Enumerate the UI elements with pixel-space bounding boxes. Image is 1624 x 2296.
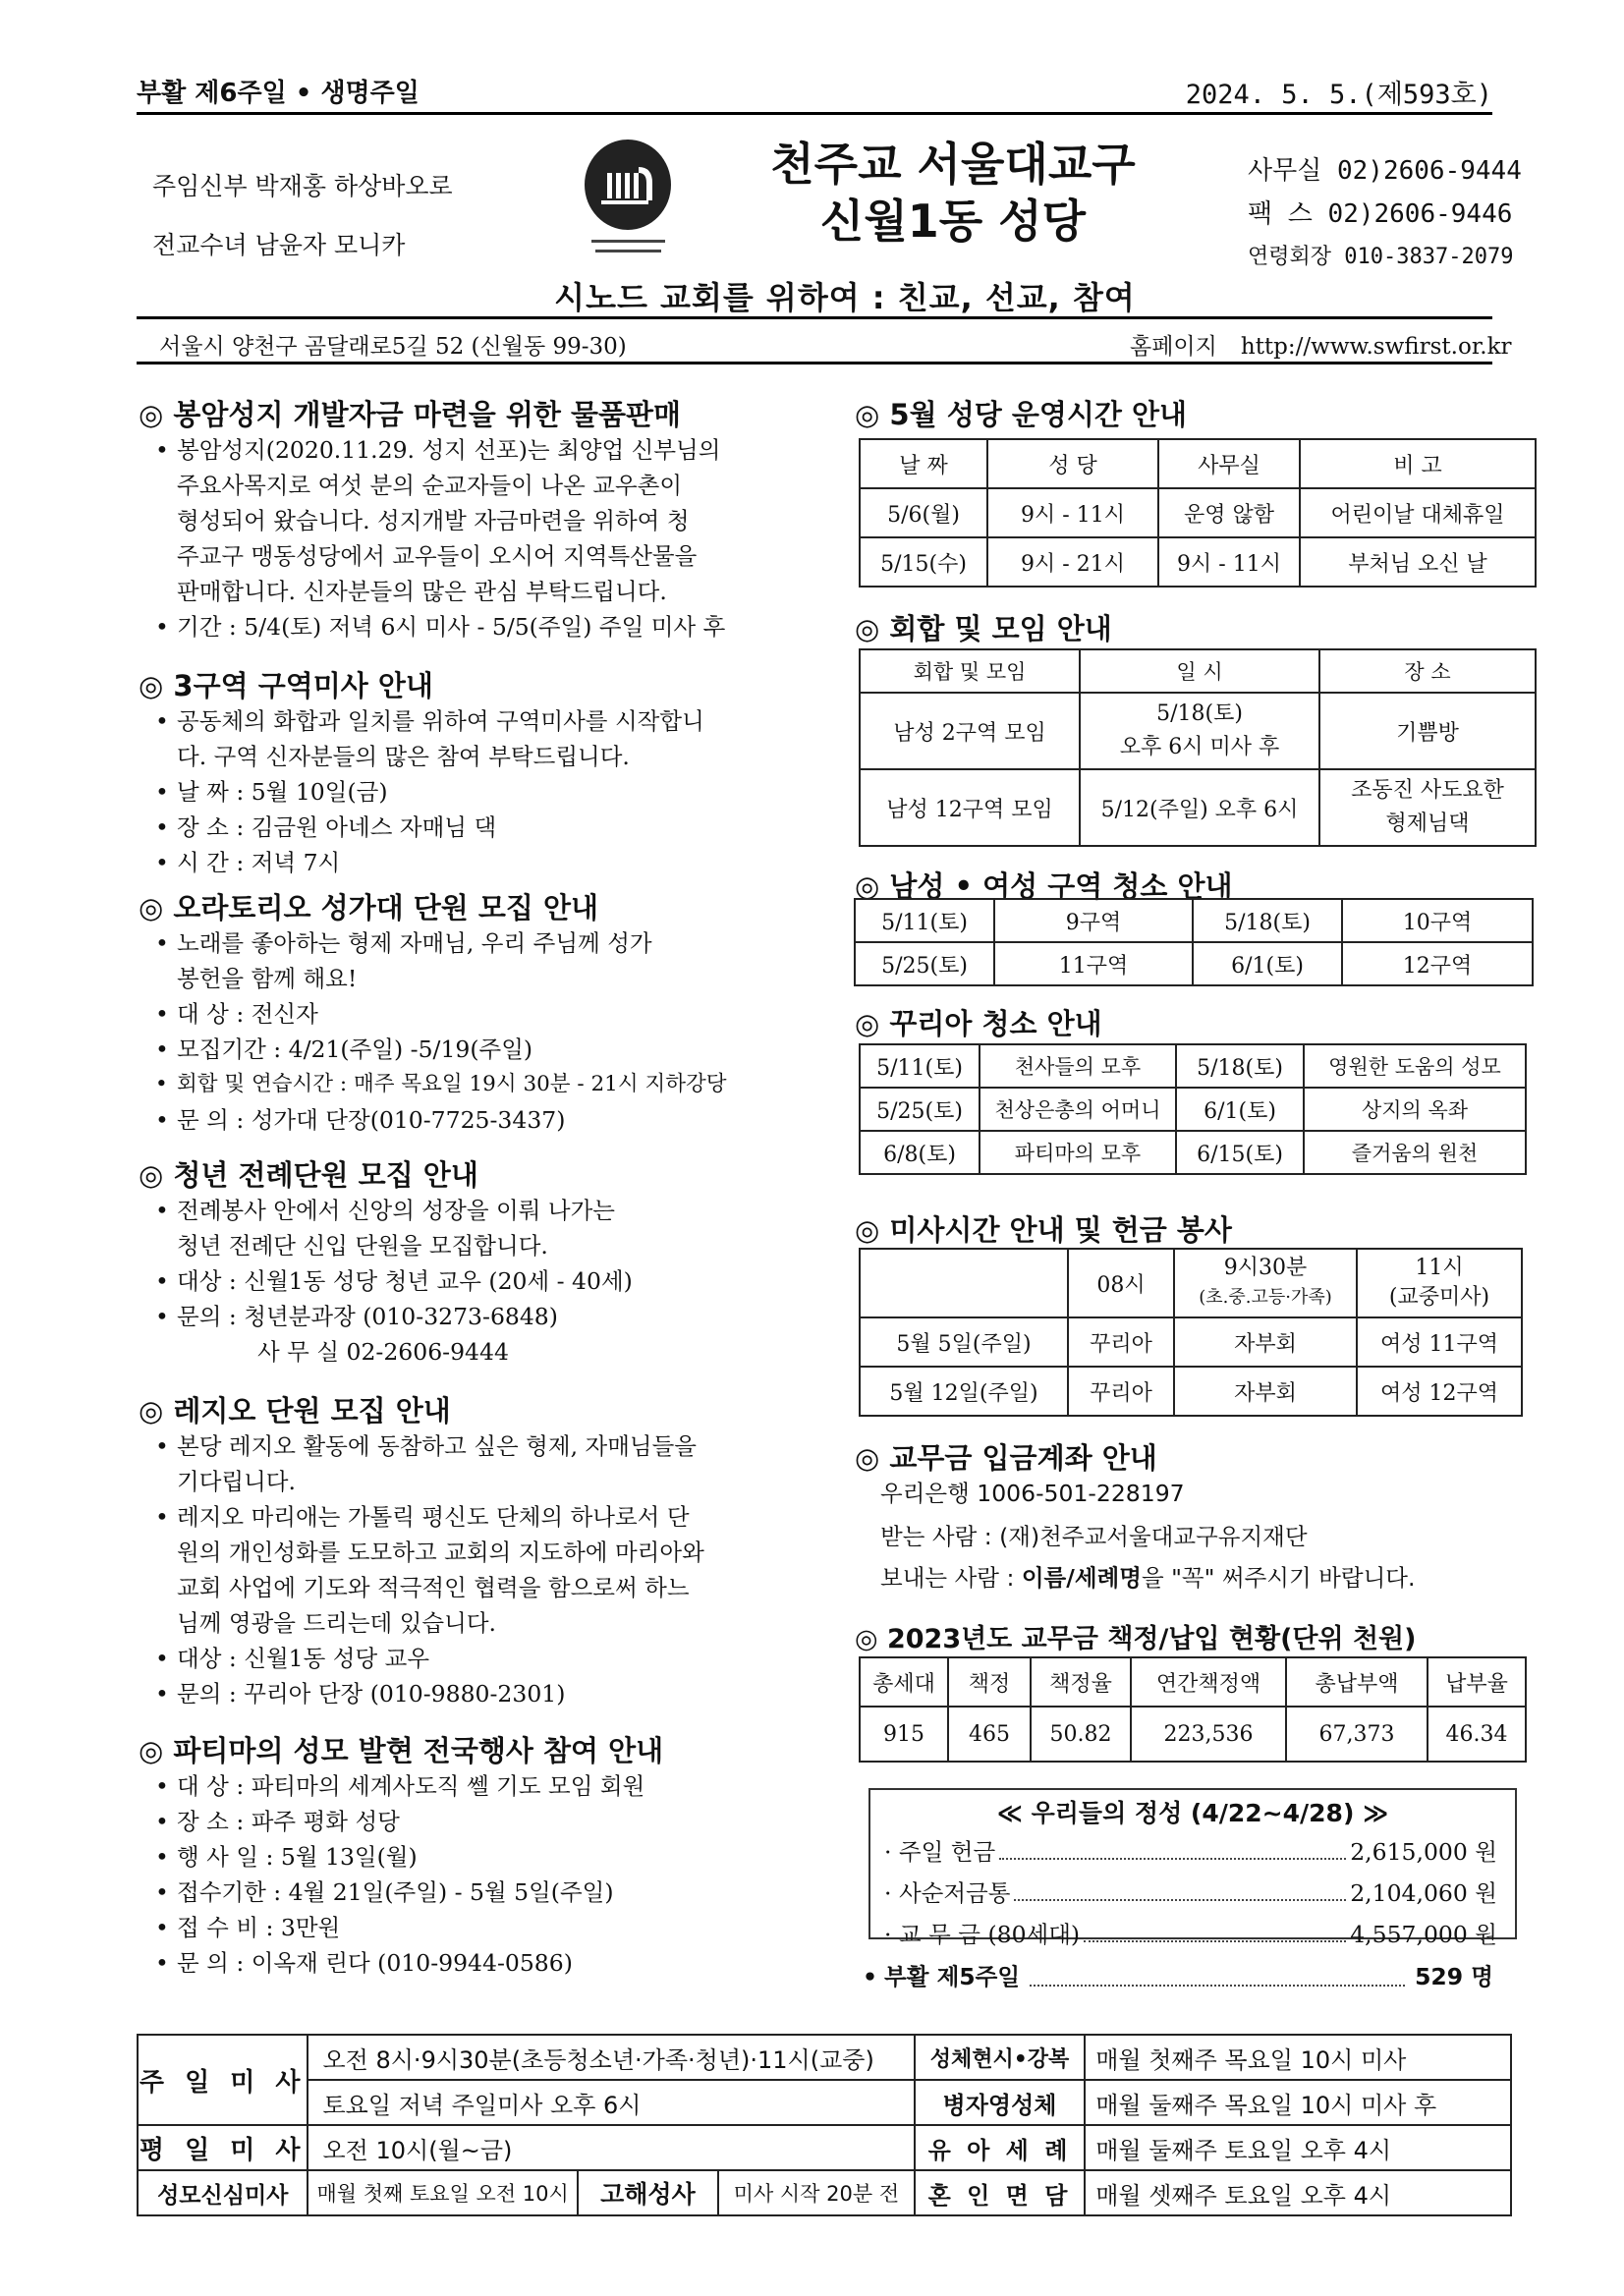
list-item: • 문 의 : 성가대 단장(010-7725-3437) — [177, 1102, 565, 1138]
leader-dots — [999, 1833, 1346, 1860]
table-cell: 여성 11구역 — [1357, 1317, 1522, 1367]
table-cell: 천사들의 모후 — [980, 1044, 1176, 1088]
table-cell: 꾸리아 — [1068, 1367, 1174, 1416]
table-row — [860, 1131, 1526, 1174]
confession-label: 고해성사 — [578, 2170, 718, 2215]
table-cell: 자부회 — [1174, 1367, 1357, 1416]
list-item: 님께 영광을 드리는데 있습니다. — [177, 1609, 496, 1637]
list-item: 형성되어 왔습니다. 성지개발 자금마련을 위하여 청 — [177, 507, 690, 534]
bank-account: 우리은행 1006-501-228197 — [880, 1480, 1185, 1507]
table-header: 성 당 — [987, 439, 1158, 488]
table-cell: 5/18(토) — [1193, 899, 1342, 942]
table-cell: 5/25(토) — [855, 942, 994, 985]
marian-mass-label: 성모신심미사 — [138, 2170, 308, 2215]
offering-label: · 교 무 금 (80세대) — [884, 1921, 1081, 1948]
list-item: 교회 사업에 기도와 적극적인 협력을 함으로써 하느 — [177, 1574, 690, 1601]
section-title-choir: ◎ 오라토리오 성가대 단원 모집 안내 — [139, 891, 598, 924]
list-item: • 전례봉사 안에서 신앙의 성장을 이뤄 나가는 — [177, 1193, 615, 1228]
table-header-row — [860, 1657, 1526, 1707]
weekday-mass-time: 오전 10시(월~금) — [308, 2125, 914, 2170]
table-cell: 5/18(토) — [1176, 1044, 1304, 1088]
table-cell: 파티마의 모후 — [980, 1131, 1176, 1174]
cleaning-table — [854, 898, 1534, 986]
table-row — [860, 1367, 1522, 1416]
meeting-place: 조동진 사도요한 — [1351, 778, 1504, 803]
list-item: 청년 전례단 신입 단원을 모집합니다. — [177, 1232, 548, 1260]
table-row — [855, 942, 1533, 985]
table-cell: 남성 12구역 모임 — [860, 769, 1080, 846]
table-row — [860, 1317, 1522, 1367]
list-item: • 노래를 좋아하는 형제 자매님, 우리 주님께 성가 — [177, 925, 652, 961]
issue-date: 2024. 5. 5.(제593호) — [1185, 80, 1492, 110]
table-cell: 11구역 — [994, 942, 1193, 985]
list-item: • 날 짜 : 5월 10일(금) — [177, 774, 388, 810]
table-row — [860, 537, 1536, 587]
offering-row — [884, 1916, 1497, 1949]
list-item: • 행 사 일 : 5월 13일(월) — [177, 1839, 418, 1875]
meetings-table — [859, 648, 1537, 847]
mass-time-11-note: (교중미사) — [1388, 1285, 1490, 1310]
list-item: • 접수기한 : 4월 21일(주일) - 5월 5일(주일) — [177, 1875, 614, 1910]
list-item: • 레지오 마리애는 가톨릭 평신도 단체의 하나로서 단 — [177, 1499, 690, 1535]
offering-amount: 2,615,000 원 — [1350, 1838, 1497, 1866]
table-cell: 여성 12구역 — [1357, 1367, 1522, 1416]
list-item: • 회합 및 연습시간 : 매주 목요일 19시 30분 - 21시 지하강당 — [177, 1067, 727, 1102]
sister-name: 전교수녀 남윤자 모니카 — [152, 231, 406, 259]
table-cell: 즐거움의 원천 — [1304, 1131, 1526, 1174]
table-cell: 자부회 — [1174, 1317, 1357, 1367]
table-header: 장 소 — [1319, 649, 1536, 693]
table-header-row — [860, 649, 1536, 693]
address-rule-top — [137, 316, 1492, 319]
table-row — [860, 1707, 1526, 1762]
list-item: • 공동체의 화합과 일치를 위하여 구역미사를 시작합니 — [177, 703, 704, 739]
mass-schedule-table — [137, 2034, 1512, 2216]
adoration-time: 매월 첫째주 목요일 10시 미사 — [1085, 2035, 1511, 2080]
table-cell: 남성 2구역 모임 — [860, 693, 1080, 769]
table-cell: 50.82 — [1031, 1707, 1131, 1762]
association-phone: 연령회장 010-3837-2079 — [1248, 245, 1514, 269]
infant-baptism-time: 매월 둘째주 토요일 오후 4시 — [1085, 2125, 1511, 2170]
table-header-row — [860, 439, 1536, 488]
table-cell: 부처님 오신 날 — [1300, 537, 1536, 587]
table-cell: 67,373 — [1286, 1707, 1428, 1762]
marriage-interview-label: 혼 인 면 담 — [915, 2170, 1085, 2215]
table-cell — [1080, 693, 1319, 769]
leader-dots — [1084, 1916, 1346, 1942]
table-header — [1357, 1249, 1522, 1317]
meeting-date: 5/18(토) — [1156, 701, 1243, 726]
church-name — [747, 136, 1159, 250]
section-title-curia-cleaning: ◎ 꾸리아 청소 안내 — [855, 1007, 1102, 1040]
sender-rest: 을 "꼭" 써주시기 바랍니다. — [1141, 1564, 1416, 1592]
section-title-mass-times: ◎ 미사시간 안내 및 헌금 봉사 — [855, 1213, 1232, 1247]
list-item: • 접 수 비 : 3만원 — [177, 1910, 340, 1945]
table-cell: 9시 - 11시 — [987, 488, 1158, 537]
table-header: 총세대 — [860, 1657, 948, 1707]
liturgical-season: 부활 제6주일 • 생명주일 — [137, 79, 420, 108]
list-item: • 대상 : 신월1동 성당 교우 — [177, 1641, 429, 1676]
recipient: 받는 사람 : (재)천주교서울대교구유지재단 — [880, 1523, 1308, 1550]
list-item: 주교구 맹동성당에서 교우들이 오시어 지역특산물을 — [177, 542, 698, 570]
contact-info — [1248, 149, 1522, 279]
table-cell: 어린이날 대체휴일 — [1300, 488, 1536, 537]
table-cell: 9구역 — [994, 899, 1193, 942]
sick-communion-time: 매월 둘째주 목요일 10시 미사 후 — [1085, 2080, 1511, 2125]
section-title-tithe-status: ◎ 2023년도 교무금 책정/납입 현황(단위 천원) — [855, 1624, 1417, 1654]
list-item: 주요사목지로 여섯 분의 순교자들이 나온 교우촌이 — [177, 472, 683, 499]
table-cell: 꾸리아 — [1068, 1317, 1174, 1367]
marriage-interview-time: 매월 셋째주 토요일 오후 4시 — [1085, 2170, 1511, 2215]
table-header-row — [860, 1249, 1522, 1317]
table-cell: 5/12(주일) 오후 6시 — [1080, 769, 1319, 846]
table-row — [860, 1088, 1526, 1131]
offering-row — [884, 1833, 1497, 1867]
mass-time-930: 9시30분 — [1223, 1256, 1308, 1280]
section-title-fatima: ◎ 파티마의 성모 발현 전국행사 참여 안내 — [139, 1734, 664, 1767]
church-address: 서울시 양천구 곰달래로5길 52 (신월동 99-30) — [159, 334, 627, 360]
mass-offering-table — [859, 1248, 1523, 1417]
list-item: 기다립니다. — [177, 1468, 296, 1495]
list-item: 원의 개인성화를 도모하고 교회의 지도하에 마리아와 — [177, 1539, 704, 1566]
church-logo-icon — [582, 138, 675, 275]
list-item: • 시 간 : 저녁 7시 — [177, 845, 340, 880]
church-name-line1: 천주교 서울대교구 — [770, 138, 1136, 191]
table-header: 사무실 — [1158, 439, 1300, 488]
offering-title: ≪ 우리들의 정성 (4/22~4/28) ≫ — [996, 1799, 1389, 1827]
table-cell: 915 — [860, 1707, 948, 1762]
adoration-label: 성체현시•강복 — [915, 2035, 1085, 2080]
address-rule-bottom — [137, 362, 1492, 364]
table-cell: 5/15(수) — [860, 537, 987, 587]
list-item: 봉헌을 함께 해요! — [177, 965, 358, 992]
attendance-row — [884, 1959, 1493, 1994]
table-cell: 10구역 — [1342, 899, 1533, 942]
attendance-count: 529 명 — [1415, 1963, 1493, 1990]
homepage-link[interactable]: http://www.swfirst.or.kr — [1240, 334, 1512, 360]
list-item: • 문의 : 꾸리아 단장 (010-9880-2301) — [177, 1676, 565, 1711]
curia-table — [859, 1043, 1527, 1175]
table-row — [860, 769, 1536, 846]
table-cell: 5/25(토) — [860, 1088, 980, 1131]
list-item: • 대 상 : 전신자 — [177, 996, 318, 1032]
weekday-mass-label: 평 일 미 사 — [138, 2125, 308, 2170]
table-cell: 운영 않함 — [1158, 488, 1300, 537]
sender-label: 보내는 사람 : — [880, 1564, 1022, 1592]
sender-emphasis: 이름/세례명 — [1021, 1564, 1142, 1592]
table-cell: 5월 12일(주일) — [860, 1367, 1068, 1416]
table-row — [138, 2170, 1511, 2215]
sunday-mass-label: 주 일 미 사 — [138, 2035, 308, 2125]
list-item: • 장 소 : 파주 평화 성당 — [177, 1804, 400, 1839]
section-title-district-mass: ◎ 3구역 구역미사 안내 — [139, 669, 433, 702]
list-item: 사 무 실 02-2606-9444 — [257, 1338, 509, 1366]
list-item: 다. 구역 신자분들의 많은 참여 부탁드립니다. — [177, 743, 630, 770]
offering-amount: 2,104,060 원 — [1350, 1879, 1497, 1907]
motto: 시노드 교회를 위하여 : 친교, 선교, 참여 — [554, 279, 1136, 316]
table-cell: 6/8(토) — [860, 1131, 980, 1174]
list-item: • 봉암성지(2020.11.29. 성지 선포)는 최양업 신부님의 — [177, 432, 720, 468]
table-cell: 9시 - 11시 — [1158, 537, 1300, 587]
table-cell: 6/1(토) — [1193, 942, 1342, 985]
table-cell: 46.34 — [1428, 1707, 1526, 1762]
leader-dots — [1014, 1875, 1346, 1901]
fax-number: 팩 스 02)2606-9446 — [1248, 199, 1513, 229]
table-header — [1174, 1249, 1357, 1317]
table-header: 책정 — [948, 1657, 1031, 1707]
section-title-cleaning: ◎ 남성 • 여성 구역 청소 안내 — [855, 869, 1233, 903]
table-row — [138, 2035, 1511, 2080]
list-item: • 대 상 : 파티마의 세계사도직 쎌 기도 모임 회원 — [177, 1768, 644, 1804]
offering-row — [884, 1875, 1497, 1908]
table-cell: 12구역 — [1342, 942, 1533, 985]
section-title-hours: ◎ 5월 성당 운영시간 안내 — [855, 398, 1187, 431]
hours-table — [859, 438, 1537, 588]
masthead-bar — [137, 73, 1492, 112]
table-header: 납부율 — [1428, 1657, 1526, 1707]
table-cell: 상지의 옥좌 — [1304, 1088, 1526, 1131]
sick-communion-label: 병자영성체 — [915, 2080, 1085, 2125]
section-title-meetings: ◎ 회합 및 모임 안내 — [855, 612, 1112, 645]
office-phone: 사무실 02)2606-9444 — [1248, 156, 1522, 186]
table-cell: 5/11(토) — [855, 899, 994, 942]
offering-amount: 4,557,000 원 — [1350, 1921, 1497, 1948]
meeting-place-2: 형제님댁 — [1385, 812, 1470, 836]
list-item: 판매합니다. 신자분들의 많은 관심 부탁드립니다. — [177, 578, 667, 605]
marian-mass-time: 매월 첫째 토요일 오전 10시 — [308, 2170, 577, 2215]
table-header: 회합 및 모임 — [860, 649, 1080, 693]
list-item: • 본당 레지오 활동에 동참하고 싶은 형제, 자매님들을 — [177, 1428, 697, 1464]
table-row — [138, 2125, 1511, 2170]
table-row — [138, 2080, 1511, 2125]
table-cell: 5월 5일(주일) — [860, 1317, 1068, 1367]
meeting-time: 오후 6시 미사 후 — [1119, 735, 1280, 759]
table-cell — [1319, 769, 1536, 846]
sunday-mass-times: 오전 8시·9시30분(초등청소년·가족·청년)·11시(교중) — [308, 2035, 914, 2080]
table-row — [860, 488, 1536, 537]
table-cell: 223,536 — [1131, 1707, 1286, 1762]
list-item: • 문의 : 청년분과장 (010-3273-6848) — [177, 1299, 558, 1334]
confession-time: 미사 시작 20분 전 — [718, 2170, 915, 2215]
offering-box — [868, 1788, 1517, 1948]
section-title-tithe-account: ◎ 교무금 입금계좌 안내 — [855, 1441, 1157, 1475]
church-name-line2: 신월1동 성당 — [819, 195, 1087, 248]
table-cell: 영원한 도움의 성모 — [1304, 1044, 1526, 1088]
list-item: • 장 소 : 김금원 아네스 자매님 댁 — [177, 810, 496, 845]
table-row — [855, 899, 1533, 942]
mass-time-11: 11시 — [1415, 1256, 1464, 1280]
offering-label: · 사순저금통 — [884, 1879, 1011, 1907]
section-title-youth-liturgy: ◎ 청년 전례단원 모집 안내 — [139, 1158, 478, 1192]
homepage — [1130, 328, 1512, 361]
table-header: 비 고 — [1300, 439, 1536, 488]
table-header: 책정율 — [1031, 1657, 1131, 1707]
section-title-bongam: ◎ 봉암성지 개발자금 마련을 위한 물품판매 — [139, 398, 682, 431]
table-cell: 9시 - 21시 — [987, 537, 1158, 587]
tithe-status-table — [859, 1656, 1527, 1763]
list-item: • 대상 : 신월1동 성당 청년 교우 (20세 - 40세) — [177, 1263, 633, 1299]
sender-note — [880, 1560, 1415, 1596]
table-cell: 천상은총의 어머니 — [980, 1088, 1176, 1131]
list-item: • 기간 : 5/4(토) 저녁 6시 미사 - 5/5(주일) 주일 미사 후 — [177, 609, 725, 644]
table-row — [860, 693, 1536, 769]
table-cell: 5/6(월) — [860, 488, 987, 537]
offering-label: · 주일 헌금 — [884, 1838, 996, 1866]
saturday-vigil: 토요일 저녁 주일미사 오후 6시 — [308, 2080, 914, 2125]
table-header: 일 시 — [1080, 649, 1319, 693]
homepage-label: 홈페이지 — [1130, 334, 1217, 360]
table-header-empty — [860, 1249, 1068, 1317]
table-cell: 5/11(토) — [860, 1044, 980, 1088]
list-item: • 모집기간 : 4/21(주일) -5/19(주일) — [177, 1032, 532, 1067]
table-row — [860, 1044, 1526, 1088]
mass-time-930-note: (초.중.고등·가족) — [1199, 1287, 1332, 1308]
section-title-legio: ◎ 레지오 단원 모집 안내 — [139, 1394, 451, 1428]
table-header: 연간책정액 — [1131, 1657, 1286, 1707]
leader-dots — [1030, 1959, 1405, 1987]
table-cell: 6/15(토) — [1176, 1131, 1304, 1174]
clergy-info — [152, 157, 453, 275]
list-item: • 문 의 : 이옥재 린다 (010-9944-0586) — [177, 1945, 573, 1981]
table-cell: 기쁨방 — [1319, 693, 1536, 769]
top-rule — [137, 112, 1492, 115]
table-header: 08시 — [1068, 1249, 1174, 1317]
attendance-label: • 부활 제5주일 — [884, 1963, 1021, 1990]
table-cell: 465 — [948, 1707, 1031, 1762]
pastor-name: 주임신부 박재홍 하상바오로 — [152, 172, 453, 200]
infant-baptism-label: 유 아 세 례 — [915, 2125, 1085, 2170]
table-cell: 6/1(토) — [1176, 1088, 1304, 1131]
table-header: 날 짜 — [860, 439, 987, 488]
table-header: 총납부액 — [1286, 1657, 1428, 1707]
